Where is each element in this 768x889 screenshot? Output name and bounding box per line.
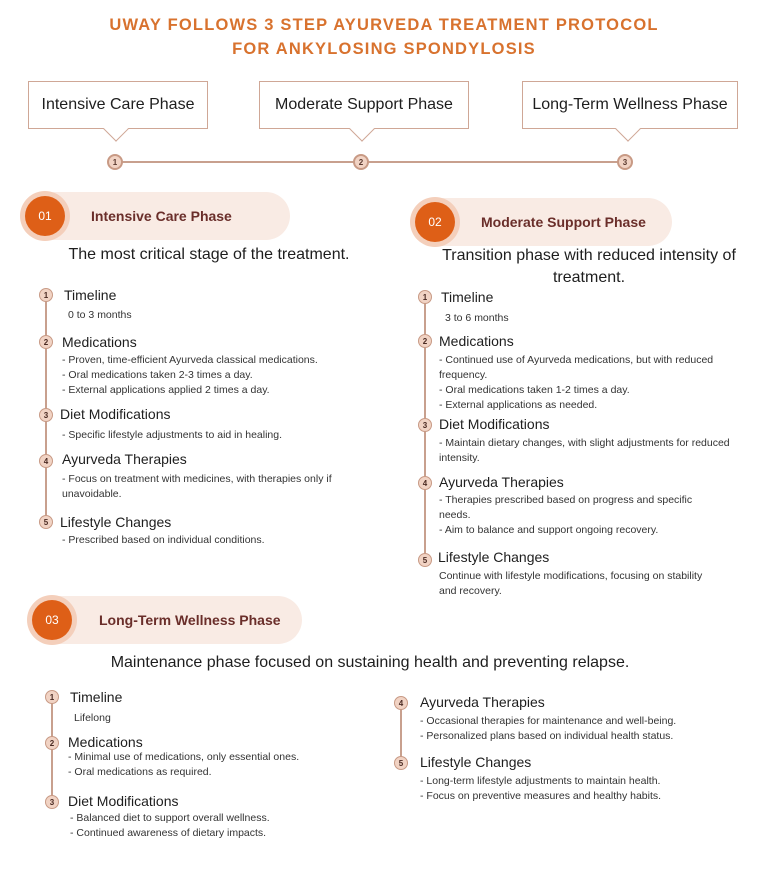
phase-3-header <box>36 596 302 644</box>
timeline-dot-3: 3 <box>617 154 633 170</box>
step-text: intensity. <box>439 452 480 464</box>
phase-2-title: Moderate Support Phase <box>481 214 646 230</box>
phase-3-step-line-left <box>51 697 53 803</box>
step-text: - External applications as needed. <box>439 399 598 411</box>
step-number: 4 <box>394 696 408 710</box>
step-text: - Focus on preventive measures and healthy habits. <box>420 790 662 802</box>
step-text: 0 to 3 months <box>68 309 132 321</box>
step-heading: Ayurveda Therapies <box>420 694 545 710</box>
step-heading: Lifestyle Changes <box>438 549 550 565</box>
step-text: - Oral medications taken 1-2 times a day. <box>439 384 630 396</box>
phase-2-description <box>410 245 768 289</box>
step-heading: Diet Modifications <box>439 416 550 432</box>
phase-1-header <box>32 192 290 240</box>
step-number: 2 <box>39 335 53 349</box>
step-text: unavoidable. <box>62 488 122 500</box>
step-number: 5 <box>39 515 53 529</box>
timeline-line <box>116 161 626 163</box>
step-text: and recovery. <box>439 585 502 597</box>
phase-1-description: The most critical stage of the treatment. <box>68 246 350 263</box>
step-text: - Specific lifestyle adjustments to aid in healing. <box>62 429 283 441</box>
step-number: 1 <box>418 290 432 304</box>
phase-1-title: Intensive Care Phase <box>91 208 232 224</box>
step-text: - Personalized plans based on individual health status. <box>420 730 674 742</box>
step-text: - Long-term lifestyle adjustments to maintain health. <box>420 775 661 787</box>
timeline-callout-label: Intensive Care Phase <box>41 96 195 113</box>
step-text: - Oral medications as required. <box>68 766 212 778</box>
step-text: - Aim to balance and support ongoing recovery. <box>439 524 659 536</box>
step-heading: Medications <box>62 334 137 350</box>
step-text: frequency. <box>439 369 488 381</box>
step-heading: Timeline <box>70 689 123 705</box>
step-number: 2 <box>45 736 59 750</box>
timeline-callout-label: Long-Term Wellness Phase <box>532 96 728 113</box>
step-heading: Timeline <box>64 287 117 303</box>
phase-1-badge: 01 <box>25 196 65 236</box>
step-text: - Maintain dietary changes, with slight adjustments for reduced <box>439 437 730 449</box>
step-number: 4 <box>418 476 432 490</box>
step-number: 5 <box>394 756 408 770</box>
step-number: 1 <box>45 690 59 704</box>
timeline-dot-1: 1 <box>107 154 123 170</box>
phase-3-description: Maintenance phase focused on sustaining health and preventing relapse. <box>110 654 630 671</box>
step-heading: Ayurveda Therapies <box>62 451 187 467</box>
step-heading: Diet Modifications <box>60 406 171 422</box>
step-text: - External applications applied 2 times a day. <box>62 384 270 396</box>
step-text: needs. <box>439 509 471 521</box>
step-number: 4 <box>39 454 53 468</box>
phase-2-description-line: treatment. <box>552 269 626 286</box>
step-number: 2 <box>418 334 432 348</box>
page-subtitle: FOR ANKYLOSING SPONDYLOSIS <box>232 40 536 58</box>
phase-3-title: Long-Term Wellness Phase <box>99 612 281 628</box>
timeline-callout-1 <box>28 81 208 129</box>
step-text: - Therapies prescribed based on progress and specific <box>439 494 693 506</box>
step-heading: Medications <box>68 734 143 750</box>
step-heading: Lifestyle Changes <box>420 754 532 770</box>
step-text: 3 to 6 months <box>445 312 509 324</box>
phase-2-description-line: Transition phase with reduced intensity of <box>442 247 736 264</box>
step-heading: Medications <box>439 333 514 349</box>
step-text: - Continued awareness of dietary impacts. <box>70 827 267 839</box>
step-heading: Lifestyle Changes <box>60 514 172 530</box>
phase-2-header <box>420 198 672 246</box>
step-text: - Balanced diet to support overall wellness. <box>70 812 270 824</box>
step-text: - Continued use of Ayurveda medications, but with reduced <box>439 354 714 366</box>
phase-3-step-line-right <box>400 703 402 763</box>
step-heading: Ayurveda Therapies <box>439 474 564 490</box>
phase-2-badge: 02 <box>415 202 455 242</box>
timeline-callout-label: Moderate Support Phase <box>275 96 453 113</box>
page-title: UWAY FOLLOWS 3 STEP AYURVEDA TREATMENT PROTOCOL <box>109 16 659 34</box>
step-number: 3 <box>39 408 53 422</box>
timeline-callout-3 <box>522 81 738 129</box>
timeline-dot-2: 2 <box>353 154 369 170</box>
step-text: Lifelong <box>74 712 111 724</box>
step-text: - Occasional therapies for maintenance and well-being. <box>420 715 677 727</box>
step-text: - Focus on treatment with medicines, with therapies only if <box>62 473 332 485</box>
step-number: 3 <box>418 418 432 432</box>
step-heading: Timeline <box>441 289 494 305</box>
step-text: Continue with lifestyle modifications, focusing on stability <box>439 570 703 582</box>
step-text: - Minimal use of medications, only essential ones. <box>68 751 300 763</box>
step-text: - Proven, time-efficient Ayurveda classical medications. <box>62 354 318 366</box>
timeline-callout-2 <box>259 81 469 129</box>
step-heading: Diet Modifications <box>68 793 179 809</box>
step-text: - Prescribed based on individual conditions. <box>62 534 265 546</box>
step-number: 1 <box>39 288 53 302</box>
step-number: 5 <box>418 553 432 567</box>
step-text: - Oral medications taken 2-3 times a day. <box>62 369 253 381</box>
step-number: 3 <box>45 795 59 809</box>
phase-3-badge: 03 <box>32 600 72 640</box>
